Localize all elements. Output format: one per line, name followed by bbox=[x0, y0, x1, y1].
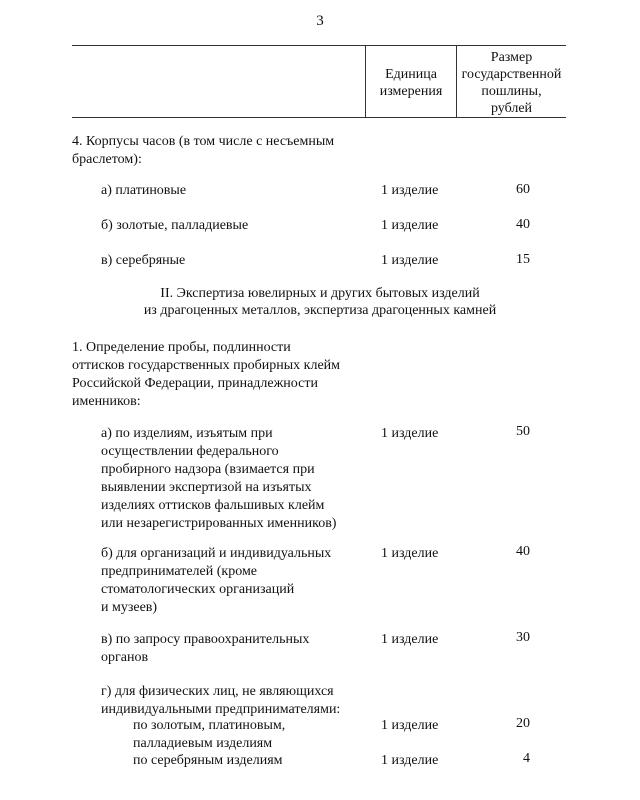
item1a-text bbox=[101, 425, 336, 533]
item-unit: 1 изделие bbox=[381, 183, 439, 198]
item-label: б) золотые, палладиевые bbox=[101, 218, 249, 233]
section4-title-line: 4. Корпусы часов (в том числе с несъемным bbox=[72, 134, 335, 149]
item-fee: 15 bbox=[516, 252, 530, 267]
section4-title-line: браслетом): bbox=[72, 152, 142, 167]
item1c-unit: 1 изделие bbox=[381, 632, 439, 647]
item1c-line: в) по запросу правоохранительных bbox=[101, 632, 310, 647]
item1d-sub2-text: по серебряным изделиям bbox=[133, 753, 283, 768]
header-fee-line: рублей bbox=[490, 101, 533, 116]
item1a-unit: 1 изделие bbox=[381, 426, 439, 441]
item1a-fee: 50 bbox=[516, 424, 530, 439]
item1d-line: индивидуальными предпринимателями: bbox=[101, 702, 341, 717]
item1a-line: или незарегистрированных именников) bbox=[101, 516, 337, 531]
item1a-line: осуществлении федерального bbox=[101, 444, 279, 459]
item1d-sub1-unit: 1 изделие bbox=[381, 718, 439, 733]
item1b-line: стоматологических организаций bbox=[101, 582, 295, 597]
item-label: в) серебряные bbox=[101, 253, 186, 268]
header-fee-line: Размер bbox=[490, 50, 533, 65]
page-number: 3 bbox=[316, 13, 324, 29]
header-unit-line: Единица bbox=[385, 67, 437, 82]
item1d-sub1-line: палладиевым изделиям bbox=[133, 736, 273, 751]
section-heading-line: II. Экспертиза ювелирных и других бытовых изделий bbox=[160, 286, 480, 301]
item1b-fee: 40 bbox=[516, 544, 530, 559]
item1-title-line: именников: bbox=[72, 394, 141, 409]
item1a-line: выявлении экспертизой на изъятых bbox=[101, 480, 312, 495]
header-unit bbox=[366, 66, 456, 100]
item1-title-line: 1. Определение пробы, подлинности bbox=[72, 340, 291, 355]
item1d-sub1-line: по золотым, платиновым, bbox=[133, 718, 286, 733]
item1-title bbox=[72, 339, 340, 411]
item-fee: 60 bbox=[516, 182, 530, 197]
item1a-line: изделиях оттисков фальшивых клейм bbox=[101, 498, 325, 513]
item1b-line: б) для организаций и индивидуальных bbox=[101, 546, 332, 561]
table-header-bottom-rule bbox=[72, 117, 566, 118]
item1d-line: г) для физических лиц, не являющихся bbox=[101, 684, 334, 699]
item-label: а) платиновые bbox=[101, 183, 187, 198]
item-fee: 40 bbox=[516, 217, 530, 232]
item1d-sub2-unit: 1 изделие bbox=[381, 753, 439, 768]
item1b-line: и музеев) bbox=[101, 600, 158, 615]
table-top-rule bbox=[72, 45, 566, 46]
section4-title bbox=[72, 133, 334, 169]
item-unit: 1 изделие bbox=[381, 218, 439, 233]
section-heading-line: из драгоценных металлов, экспертиза драгоценных камней bbox=[143, 303, 497, 318]
item1d-sub2-fee: 4 bbox=[523, 751, 530, 766]
item1d-sub1-text bbox=[133, 717, 285, 753]
item1d-sub1-fee: 20 bbox=[516, 716, 530, 731]
item1b-line: предпринимателей (кроме bbox=[101, 564, 258, 579]
item1-title-line: оттисков государственных пробирных клейм bbox=[72, 358, 341, 373]
item-unit: 1 изделие bbox=[381, 253, 439, 268]
header-fee-line: пошлины, bbox=[481, 84, 542, 99]
item1d-text bbox=[101, 683, 340, 719]
item1c-line: органов bbox=[101, 650, 149, 665]
item1b-text bbox=[101, 545, 331, 617]
header-fee bbox=[457, 49, 566, 117]
item1c-fee: 30 bbox=[516, 630, 530, 645]
item1b-unit: 1 изделие bbox=[381, 546, 439, 561]
header-fee-line: государственной bbox=[461, 67, 562, 82]
header-unit-line: измерения bbox=[379, 84, 443, 99]
item1-title-line: Российской Федерации, принадлежности bbox=[72, 376, 318, 391]
item1c-text bbox=[101, 631, 309, 667]
item1a-line: а) по изделиям, изъятым при bbox=[101, 426, 273, 441]
item1a-line: пробирного надзора (взимается при bbox=[101, 462, 315, 477]
